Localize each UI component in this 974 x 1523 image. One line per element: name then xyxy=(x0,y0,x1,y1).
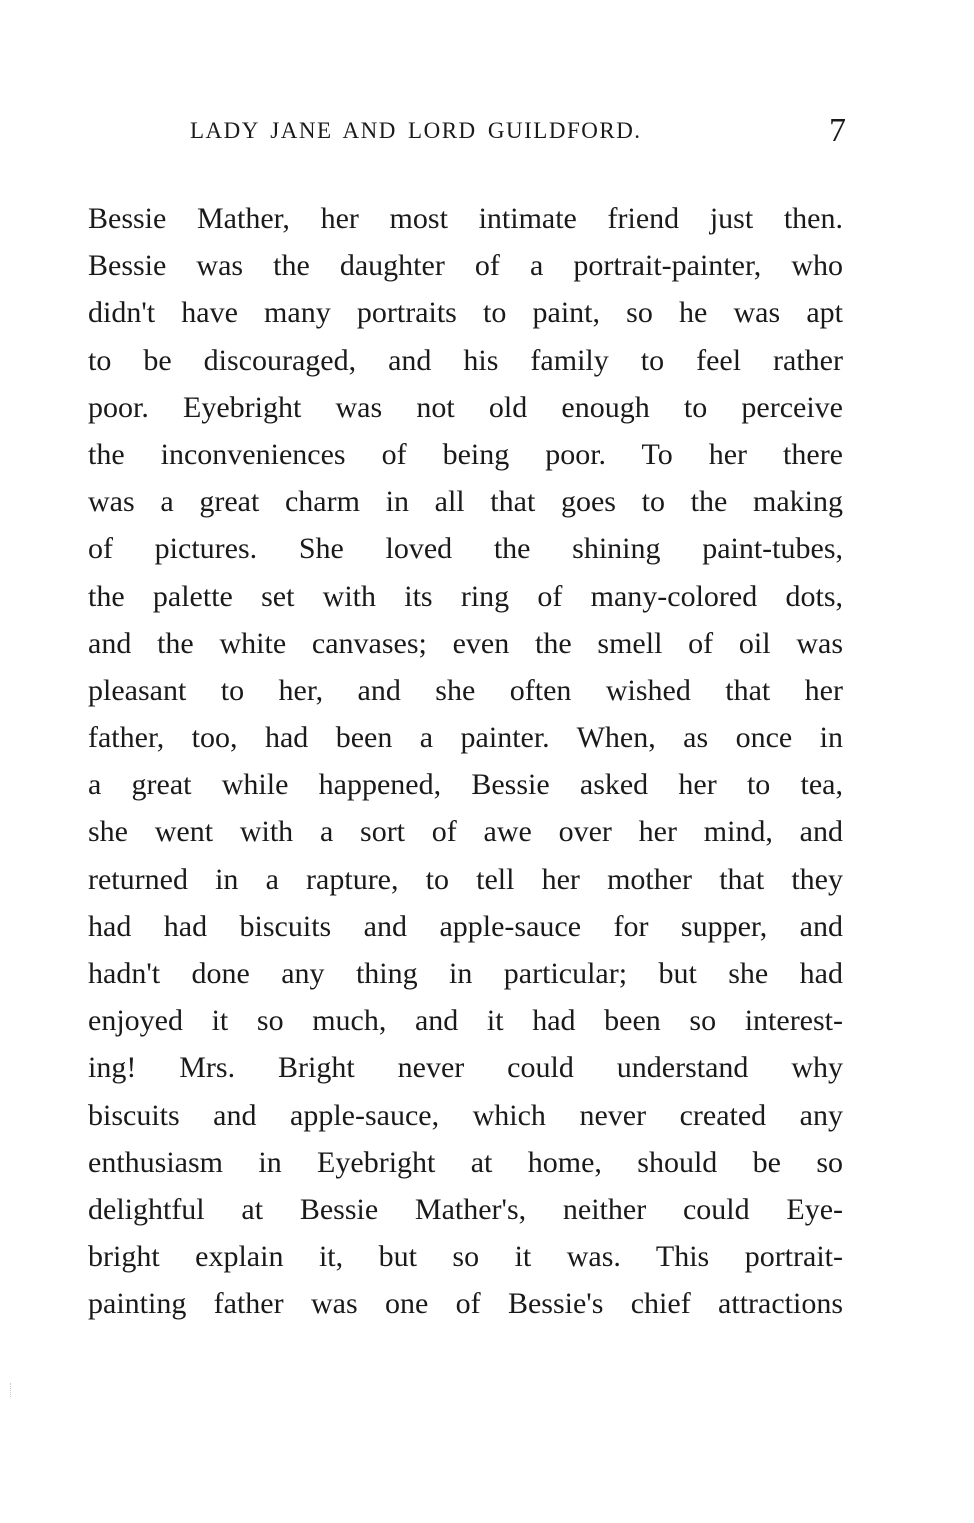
running-title: LADY JANE AND LORD GUILDFORD. xyxy=(190,118,642,143)
text-line: of pictures. She loved the shining paint-tubes, xyxy=(88,532,843,566)
text-line: hadn't done any thing in particular; but she had xyxy=(88,957,843,990)
running-head xyxy=(88,112,848,158)
text-line: Bessie Mather, her most intimate friend just then. xyxy=(88,202,843,235)
text-line: the palette set with its ring of many-colored dots, xyxy=(88,579,843,613)
text-line: a great while happened, Bessie asked her to tea, xyxy=(88,768,843,802)
text-line: delightful at Bessie Mather's, neither could Eye- xyxy=(88,1192,843,1226)
text-line: poor. Eyebright was not old enough to perceive xyxy=(88,390,843,424)
text-line: enjoyed it so much, and it had been so interest- xyxy=(88,1004,843,1038)
text-line: was a great charm in all that goes to the making xyxy=(88,485,843,519)
text-line: painting father was one of Bessie's chief attractions xyxy=(88,1287,843,1321)
text-line: the inconveniences of being poor. To her there xyxy=(88,437,843,471)
text-line: had had biscuits and apple-sauce for supper, and xyxy=(88,909,843,943)
page-number: 7 xyxy=(829,112,846,149)
text-line: pleasant to her, and she often wished that her xyxy=(88,673,843,707)
text-line: father, too, had been a painter. When, as once in xyxy=(88,721,843,755)
text-line: returned in a rapture, to tell her mother that they xyxy=(88,862,843,896)
text-line: and the white canvases; even the smell of oil was xyxy=(88,626,843,660)
text-line: bright explain it, but so it was. This portrait- xyxy=(88,1240,843,1274)
text-line: to be discouraged, and his family to feel rather xyxy=(88,343,843,377)
text-line: didn't have many portraits to paint, so he was apt xyxy=(88,296,843,330)
text-line: enthusiasm in Eyebright at home, should be so xyxy=(88,1145,843,1179)
text-line: ing! Mrs. Bright never could understand why xyxy=(88,1051,843,1085)
scan-speck xyxy=(10,1383,17,1397)
text-line: she went with a sort of awe over her mind, and xyxy=(88,815,843,849)
text-line: Bessie was the daughter of a portrait-painter, who xyxy=(88,249,843,283)
body-text xyxy=(88,195,843,1328)
text-line: biscuits and apple-sauce, which never created any xyxy=(88,1098,843,1132)
